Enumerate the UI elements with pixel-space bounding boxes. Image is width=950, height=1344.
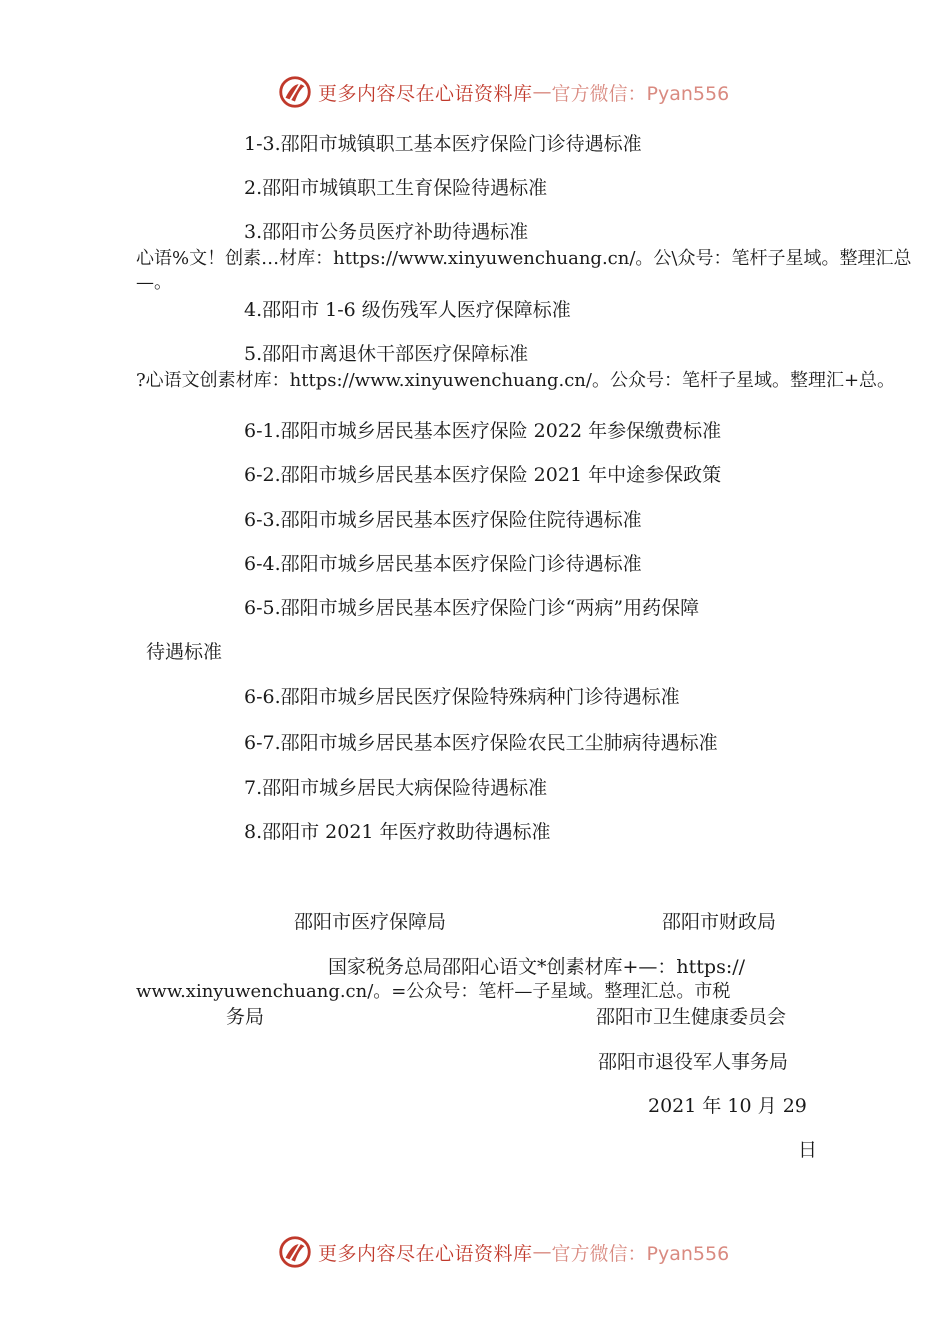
list-item: 6-4.邵阳市城乡居民基本医疗保险门诊待遇标准 [244, 553, 642, 575]
watermark-separator: — [532, 81, 552, 103]
footer-watermark [276, 1232, 776, 1272]
list-item: 6-6.邵阳市城乡居民医疗保险特殊病种门诊待遇标准 [244, 686, 680, 708]
signature-tax-line1: 国家税务总局邵阳心语文*创素材库+—：https:// [328, 956, 746, 978]
embedded-note: 心语%文！创素…材库：https://www.xinyuwenchuang.cn/。公\众号：笔杆子星域。整理汇总—。 [136, 248, 912, 293]
list-item: 6-2.邵阳市城乡居民基本医疗保险 2021 年中途参保政策 [244, 464, 722, 486]
list-item: 5.邵阳市离退休干部医疗保障标准 [244, 343, 529, 365]
list-item: 3.邵阳市公务员医疗补助待遇标准 [244, 221, 529, 243]
list-item: 2.邵阳市城镇职工生育保险待遇标准 [244, 177, 548, 199]
watermark-contact: 官方微信：Pyan556 [551, 1242, 730, 1265]
watermark-text: 更多内容尽在心语资料库 [318, 82, 533, 105]
header-watermark [276, 72, 776, 112]
brand-logo-icon [276, 1233, 314, 1271]
document-date-day: 日 [798, 1139, 818, 1161]
brand-logo-icon [276, 73, 314, 111]
signature-finance-bureau: 邵阳市财政局 [662, 911, 777, 933]
signature-medical-security-bureau: 邵阳市医疗保障局 [294, 911, 447, 933]
document-date: 2021 年 10 月 29 [648, 1095, 807, 1117]
list-item: 6-5.邵阳市城乡居民基本医疗保险门诊“两病”用药保障 [244, 597, 700, 619]
list-item: 6-1.邵阳市城乡居民基本医疗保险 2022 年参保缴费标准 [244, 420, 722, 442]
watermark-contact: 官方微信：Pyan556 [551, 82, 730, 105]
list-item: 4.邵阳市 1-6 级伤残军人医疗保障标准 [244, 299, 571, 321]
signature-tax-line3: 务局 [226, 1006, 265, 1028]
list-item: 1-3.邵阳市城镇职工基本医疗保险门诊待遇标准 [244, 133, 642, 155]
signature-veterans-bureau: 邵阳市退役军人事务局 [598, 1051, 789, 1073]
list-item: 7.邵阳市城乡居民大病保险待遇标准 [244, 777, 548, 799]
list-item: 6-3.邵阳市城乡居民基本医疗保险住院待遇标准 [244, 509, 642, 531]
list-item-continuation: 待遇标准 [146, 641, 223, 663]
embedded-note: ?心语文创素材库：https://www.xinyuwenchuang.cn/。公众号：笔杆子星域。整理汇+总。 [136, 370, 896, 391]
list-item: 6-7.邵阳市城乡居民基本医疗保险农民工尘肺病待遇标准 [244, 732, 718, 754]
signature-health-commission: 邵阳市卫生健康委员会 [596, 1006, 787, 1028]
list-item: 8.邵阳市 2021 年医疗救助待遇标准 [244, 821, 551, 843]
signature-tax-line2: www.xinyuwenchuang.cn/。=公众号：笔杆—子星域。整理汇总。市税 [136, 981, 731, 1002]
watermark-separator: — [532, 1241, 552, 1263]
watermark-text: 更多内容尽在心语资料库 [318, 1242, 533, 1265]
